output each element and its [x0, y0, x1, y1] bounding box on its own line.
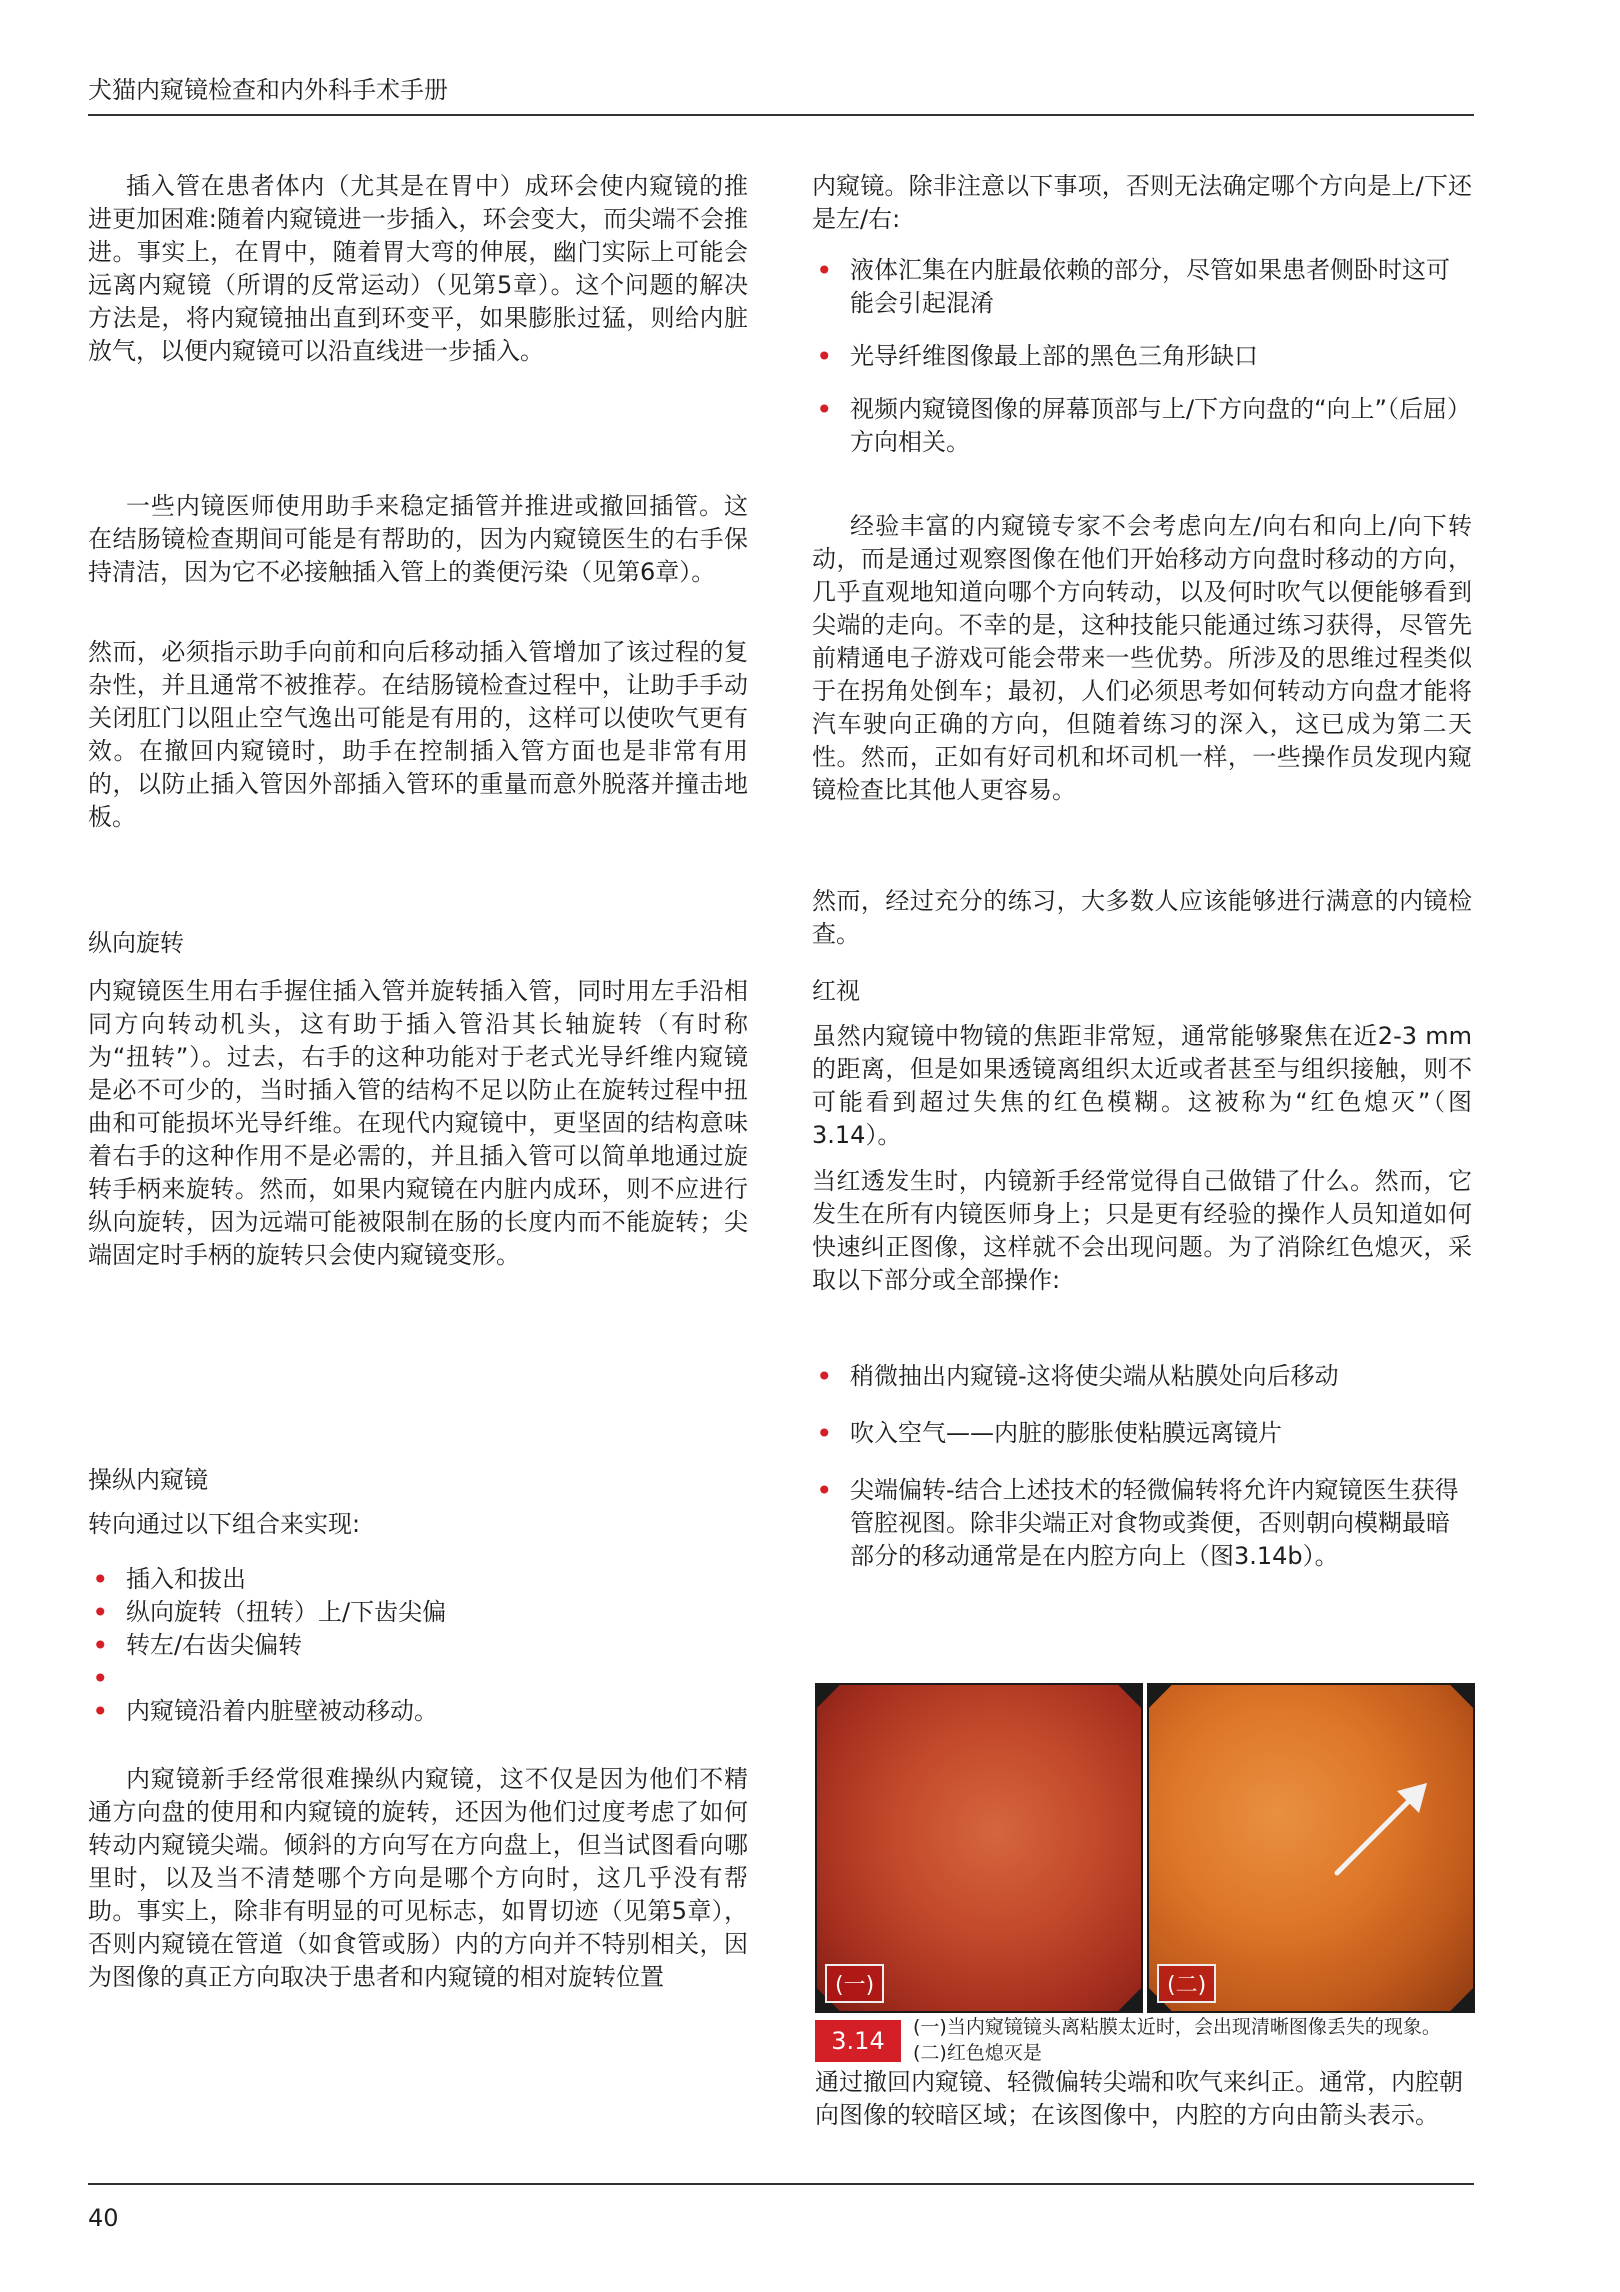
endoscopy-photo-b [1147, 1683, 1475, 2013]
list-item: • 吹入空气——内脏的膨胀使粘膜远离镜片 [812, 1417, 1472, 1450]
list-item: • 内窥镜沿着内脏壁被动移动。 [88, 1695, 748, 1728]
list-item: • 视频内窥镜图像的屏幕顶部与上/下方向盘的“向上”（后屈）方向相关。 [812, 393, 1472, 459]
paragraph: 内窥镜。除非注意以下事项，否则无法确定哪个方向是上/下还是左/右: [812, 172, 1472, 233]
figure-number-badge: 3.14 [815, 2020, 901, 2062]
paragraph: 当红透发生时，内镜新手经常觉得自己做错了什么。然而，它发生在所有内镜医师身上；只是更有经验的操作人员知道如何快速纠正图像，这样就不会出现问题。为了消除红色熄灭，采取以下部分或全部操作: [812, 1167, 1472, 1294]
figure-caption: (一)当内窥镜镜头离粘膜太近时，会出现清晰图像丢失的现象。(二)红色熄灭是 [913, 2016, 1441, 2064]
paragraph: 内窥镜新手经常很难操纵内窥镜，这不仅是因为他们不精通方向盘的使用和内窥镜的旋转，还因为他们过度考虑了如何转动内窥镜尖端。倾斜的方向写在方向盘上，但当试图看向哪里时，以及当不清楚哪个方向是哪个方向时，这几乎没有帮助。事实上，除非有明显的可见标志，如胃切迹（见第5章），否则内窥镜在管道（如食管或肠）内的方向并不特别相关，因为图像的真正方向取决于患者和内窥镜的相对旋转位置 [88, 1765, 748, 1991]
red-out-list [812, 1360, 1472, 1573]
list-item: • 纵向旋转（扭转）上/下齿尖偏 [88, 1596, 748, 1629]
running-title: 犬猫内窥镜检查和内外科手术手册 [88, 76, 448, 104]
list-item: • 光导纤维图像最上部的黑色三角形缺口 [812, 340, 1472, 373]
list-item: • 转左/右齿尖偏转 [88, 1629, 748, 1662]
lumen-arrow-icon [1327, 1773, 1437, 1883]
list-item: • 尖端偏转-结合上述技术的轻微偏转将允许内窥镜医生获得管腔视图。除非尖端正对食物或粪便，否则朝向模糊最暗部分的移动通常是在内腔方向上（图3.14b）。 [812, 1474, 1472, 1573]
paragraph: 然而，经过充分的练习，大多数人应该能够进行满意的内镜检查。 [812, 887, 1472, 948]
section-heading-red-out: 红视 [812, 977, 860, 1005]
photo-label-b: (二) [1157, 1964, 1216, 2003]
paragraph: 然而，必须指示助手向前和向后移动插入管增加了该过程的复杂性，并且通常不被推荐。在结肠镜检查过程中，让助手手动关闭肛门以阻止空气逸出可能是有用的，这样可以使吹气更有效。在撤回内窥镜时，助手在控制插入管方面也是非常有用的，以防止插入管因外部插入管环的重量而意外脱落并撞击地板。 [88, 638, 748, 831]
endoscopy-photo-a [815, 1683, 1143, 2013]
section-heading-rotation: 纵向旋转 [88, 929, 184, 957]
list-item: • 液体汇集在内脏最依赖的部分，尽管如果患者侧卧时这可能会引起混淆 [812, 254, 1472, 320]
orientation-list [812, 254, 1472, 459]
paragraph: 插入管在患者体内（尤其是在胃中）成环会使内窥镜的推进更加困难:随着内窥镜进一步插入，环会变大，而尖端不会推进。事实上，在胃中，随着胃大弯的伸展，幽门实际上可能会远离内窥镜（所谓的反常运动）（见第5章）。这个问题的解决方法是，将内窥镜抽出直到环变平，如果膨胀过猛，则给内脏放气，以便内窥镜可以沿直线进一步插入。 [88, 172, 748, 365]
photo-label-a: (一) [825, 1964, 884, 2003]
paragraph: 内窥镜医生用右手握住插入管并旋转插入管，同时用左手沿相同方向转动机头，这有助于插入管沿其长轴旋转（有时称为“扭转”）。过去，右手的这种功能对于老式光导纤维内窥镜是必不可少的，当时插入管的结构不足以防止在旋转过程中扭曲和可能损坏光导纤维。在现代内窥镜中，更坚固的结构意味着右手的这种作用不是必需的，并且插入管可以简单地通过旋转手柄来旋转。然而，如果内窥镜在内脏内成环，则不应进行纵向旋转，因为远端可能被限制在肠的长度内而不能旋转；尖端固定时手柄的旋转只会使内窥镜变形。 [88, 977, 748, 1269]
paragraph: 转向通过以下组合来实现: [88, 1510, 361, 1538]
figure-3-14 [815, 1683, 1475, 2013]
list-item: • 插入和拔出 [88, 1563, 748, 1596]
paragraph: 一些内镜医师使用助手来稳定插管并推进或撤回插管。这在结肠镜检查期间可能是有帮助的，因为内窥镜医生的右手保持清洁，因为它不必接触插入管上的粪便污染（见第6章）。 [88, 492, 748, 586]
left-column [88, 0, 748, 2100]
paragraph: 虽然内窥镜中物镜的焦距非常短，通常能够聚焦在近2-3 mm的距离，但是如果透镜离组织太近或者甚至与组织接触，则不可能看到超过失焦的红色模糊。这被称为“红色熄灭”（图3.14）。 [812, 1022, 1472, 1149]
list-item [88, 1662, 748, 1695]
section-heading-steering: 操纵内窥镜 [88, 1466, 208, 1494]
list-item: • 稍微抽出内窥镜-这将使尖端从粘膜处向后移动 [812, 1360, 1472, 1393]
figure-caption-continued: 通过撤回内窥镜、轻微偏转尖端和吹气来纠正。通常，内腔朝向图像的较暗区域；在该图像中，内腔的方向由箭头表示。 [815, 2068, 1463, 2129]
steering-list [88, 1563, 748, 1728]
paragraph: 经验丰富的内窥镜专家不会考虑向左/向右和向上/向下转动，而是通过观察图像在他们开始移动方向盘时移动的方向，几乎直观地知道向哪个方向转动，以及何时吹气以便能够看到尖端的走向。不幸的是，这种技能只能通过练习获得，尽管先前精通电子游戏可能会带来一些优势。所涉及的思维过程类似于在拐角处倒车；最初，人们必须思考如何转动方向盘才能将汽车驶向正确的方向，但随着练习的深入，这已成为第二天性。然而，正如有好司机和坏司机一样，一些操作员发现内窥镜检查比其他人更容易。 [812, 512, 1472, 804]
page-number: 40 [88, 2204, 119, 2232]
footer-rule [88, 2183, 1474, 2185]
